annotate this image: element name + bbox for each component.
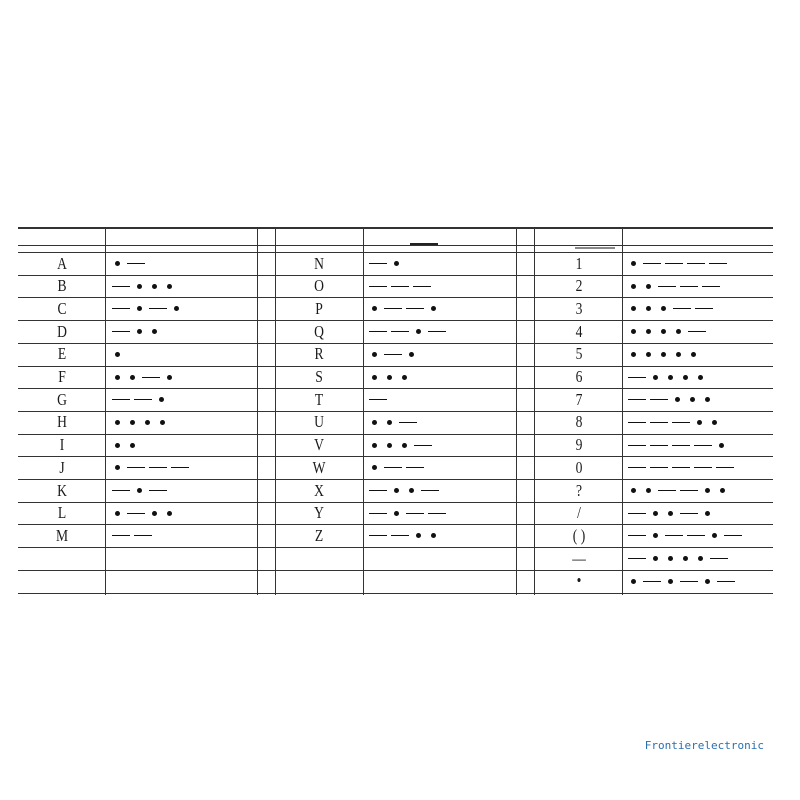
dash-symbol — [369, 490, 387, 491]
dot-symbol — [130, 443, 135, 448]
dot-symbol — [646, 284, 651, 289]
character-label: N — [314, 253, 324, 273]
dot-symbol — [409, 488, 414, 493]
dash-symbol — [112, 399, 130, 400]
dash-symbol — [688, 331, 706, 332]
dash-symbol — [384, 467, 402, 468]
morse-sequence — [626, 298, 771, 320]
dash-symbol — [112, 535, 130, 536]
character-label: 5 — [575, 344, 583, 364]
dot-symbol — [631, 488, 636, 493]
dash-symbol — [149, 490, 167, 491]
dot-symbol — [115, 443, 120, 448]
dot-symbol — [115, 352, 120, 357]
dash-symbol — [716, 467, 734, 468]
dash-symbol — [391, 535, 409, 536]
dot-symbol — [631, 579, 636, 584]
morse-sequence — [367, 366, 515, 388]
dash-symbol — [369, 399, 387, 400]
dash-symbol — [628, 422, 646, 423]
dot-symbol — [409, 352, 414, 357]
dot-symbol — [653, 556, 658, 561]
dot-symbol — [416, 533, 421, 538]
dot-symbol — [115, 511, 120, 516]
dot-symbol — [431, 533, 436, 538]
dot-symbol — [431, 306, 436, 311]
morse-sequence — [110, 434, 255, 456]
dash-symbol — [369, 286, 387, 287]
dot-symbol — [631, 329, 636, 334]
dash-symbol — [724, 535, 742, 536]
dot-symbol — [137, 329, 142, 334]
dot-symbol — [691, 352, 696, 357]
dot-symbol — [646, 306, 651, 311]
morse-sequence — [367, 321, 515, 343]
morse-sequence — [110, 343, 255, 365]
character-label: 4 — [575, 321, 583, 341]
dot-symbol — [372, 375, 377, 380]
dot-symbol — [115, 420, 120, 425]
morse-sequence — [626, 525, 771, 547]
character-label: A — [57, 253, 67, 273]
dash-symbol — [650, 445, 668, 446]
dot-symbol — [712, 533, 717, 538]
character-label: S — [315, 367, 323, 386]
column-rule — [363, 227, 364, 595]
morse-sequence — [110, 321, 255, 343]
dash-symbol — [628, 558, 646, 559]
dash-symbol — [694, 445, 712, 446]
dot-symbol — [705, 511, 710, 516]
character-label: B — [57, 276, 67, 296]
morse-sequence — [110, 457, 255, 479]
character-label: Z — [314, 525, 324, 545]
column-rule — [622, 227, 623, 595]
dot-symbol — [668, 556, 673, 561]
dot-symbol — [402, 443, 407, 448]
dash-symbol — [628, 467, 646, 468]
morse-sequence — [110, 253, 255, 275]
header-rule — [18, 245, 773, 246]
dot-symbol — [115, 261, 120, 266]
column-rule — [534, 227, 535, 595]
dot-symbol — [668, 511, 673, 516]
dash-symbol — [421, 490, 439, 491]
dot-symbol — [387, 420, 392, 425]
dot-symbol — [683, 375, 688, 380]
character-label: ? — [575, 480, 583, 500]
dash-symbol — [628, 535, 646, 536]
morse-sequence — [626, 253, 771, 275]
morse-sequence — [367, 457, 515, 479]
dot-symbol — [152, 511, 157, 516]
character-label: J — [59, 457, 65, 477]
dash-symbol — [127, 513, 145, 514]
dot-symbol — [416, 329, 421, 334]
dot-symbol — [372, 443, 377, 448]
dash-symbol — [717, 581, 735, 582]
watermark: Frontierelectronic — [644, 739, 764, 752]
dot-symbol — [646, 329, 651, 334]
dash-symbol — [391, 286, 409, 287]
morse-sequence — [110, 480, 255, 502]
dot-symbol — [130, 420, 135, 425]
dash-symbol — [680, 490, 698, 491]
dot-symbol — [174, 306, 179, 311]
morse-sequence — [626, 502, 771, 524]
character-label: K — [57, 480, 67, 500]
character-label: • — [576, 571, 582, 591]
dot-symbol — [661, 306, 666, 311]
dot-symbol — [676, 352, 681, 357]
morse-sequence — [626, 548, 771, 570]
character-label: U — [314, 412, 324, 432]
character-label: Q — [314, 321, 324, 341]
dot-symbol — [668, 579, 673, 584]
dot-symbol — [167, 284, 172, 289]
dash-symbol — [391, 331, 409, 332]
character-label: O — [314, 276, 324, 296]
character-label: D — [57, 321, 67, 341]
dash-symbol — [672, 445, 690, 446]
morse-sequence — [367, 343, 515, 365]
dot-symbol — [394, 511, 399, 516]
dot-symbol — [137, 284, 142, 289]
dot-symbol — [137, 306, 142, 311]
dash-symbol — [369, 331, 387, 332]
dash-symbol — [127, 263, 145, 264]
morse-sequence — [367, 298, 515, 320]
morse-sequence — [626, 457, 771, 479]
morse-sequence — [626, 480, 771, 502]
dot-symbol — [372, 306, 377, 311]
dot-symbol — [653, 533, 658, 538]
dot-symbol — [372, 465, 377, 470]
character-label: 2 — [575, 276, 583, 296]
dash-symbol — [658, 286, 676, 287]
dot-symbol — [661, 329, 666, 334]
dash-symbol — [628, 399, 646, 400]
morse-sequence — [626, 275, 771, 297]
dash-symbol — [134, 399, 152, 400]
morse-sequence — [110, 548, 255, 570]
dash-symbol — [680, 581, 698, 582]
character-label: E — [57, 344, 67, 364]
dot-symbol — [159, 397, 164, 402]
dash-symbol — [710, 558, 728, 559]
morse-sequence — [110, 411, 255, 433]
dot-symbol — [719, 443, 724, 448]
column-rule — [516, 227, 517, 595]
dash-symbol — [643, 263, 661, 264]
character-label: H — [57, 412, 67, 432]
dash-symbol — [673, 308, 691, 309]
dash-symbol — [694, 467, 712, 468]
dot-symbol — [115, 375, 120, 380]
dash-symbol — [643, 581, 661, 582]
dash-symbol — [406, 308, 424, 309]
character-label: Y — [314, 503, 324, 523]
character-label: I — [59, 435, 65, 455]
morse-sequence — [367, 253, 515, 275]
character-label: F — [58, 367, 66, 386]
morse-sequence — [626, 366, 771, 388]
character-label: M — [55, 525, 69, 545]
dash-symbol — [650, 422, 668, 423]
dash-symbol — [112, 308, 130, 309]
dash-symbol — [149, 308, 167, 309]
dash-symbol — [428, 331, 446, 332]
character-label: P — [315, 298, 323, 318]
dot-symbol — [145, 420, 150, 425]
dash-symbol — [687, 535, 705, 536]
dot-symbol — [167, 375, 172, 380]
dash-symbol — [369, 513, 387, 514]
dot-symbol — [394, 488, 399, 493]
dot-symbol — [115, 465, 120, 470]
dot-symbol — [387, 443, 392, 448]
dot-symbol — [646, 488, 651, 493]
row-rule — [18, 593, 773, 594]
dot-symbol — [705, 488, 710, 493]
character-label: X — [314, 480, 324, 500]
dash-symbol — [369, 263, 387, 264]
dot-symbol — [720, 488, 725, 493]
character-label: 6 — [575, 367, 583, 386]
character-label: C — [57, 298, 67, 318]
dash-symbol — [628, 513, 646, 514]
dash-symbol — [142, 377, 160, 378]
dot-symbol — [698, 556, 703, 561]
morse-sequence — [367, 275, 515, 297]
dash-symbol — [680, 513, 698, 514]
character-label: W — [312, 457, 326, 477]
dot-symbol — [152, 284, 157, 289]
character-label — [30, 548, 94, 570]
morse-sequence — [110, 366, 255, 388]
morse-sequence — [367, 525, 515, 547]
dash-symbol — [414, 445, 432, 446]
character-label: V — [314, 435, 324, 455]
dot-symbol — [631, 306, 636, 311]
morse-sequence — [367, 502, 515, 524]
dash-symbol — [665, 263, 683, 264]
dash-symbol — [658, 490, 676, 491]
dot-symbol — [394, 261, 399, 266]
dash-symbol — [665, 535, 683, 536]
table-top-rule — [18, 227, 773, 229]
dot-symbol — [631, 352, 636, 357]
dot-symbol — [661, 352, 666, 357]
character-label: 7 — [575, 389, 583, 409]
character-label: ( ) — [572, 525, 586, 545]
dash-symbol — [628, 377, 646, 378]
dot-symbol — [152, 329, 157, 334]
morse-sequence — [110, 525, 255, 547]
column-rule — [275, 227, 276, 595]
dash-symbol — [680, 286, 698, 287]
dash-symbol — [384, 354, 402, 355]
character-label: / — [577, 503, 581, 523]
dash-symbol — [650, 467, 668, 468]
dash-symbol — [127, 467, 145, 468]
character-label: — — [572, 548, 586, 568]
dash-symbol — [149, 467, 167, 468]
dash-symbol — [695, 308, 713, 309]
morse-sequence — [110, 389, 255, 411]
dash-symbol — [369, 535, 387, 536]
character-label: T — [314, 389, 324, 409]
dash-symbol — [709, 263, 727, 264]
morse-sequence — [626, 343, 771, 365]
dash-symbol — [112, 490, 130, 491]
dot-symbol — [167, 511, 172, 516]
morse-sequence — [367, 434, 515, 456]
morse-sequence — [626, 321, 771, 343]
dash-symbol — [687, 263, 705, 264]
dot-symbol — [402, 375, 407, 380]
dash-symbol — [672, 467, 690, 468]
dash-symbol — [384, 308, 402, 309]
dot-symbol — [646, 352, 651, 357]
character-label: L — [57, 503, 67, 523]
dash-symbol — [672, 422, 690, 423]
dash-symbol — [399, 422, 417, 423]
dot-symbol — [653, 375, 658, 380]
dot-symbol — [668, 375, 673, 380]
morse-sequence — [110, 275, 255, 297]
dot-symbol — [712, 420, 717, 425]
dash-symbol — [702, 286, 720, 287]
dash-symbol — [628, 445, 646, 446]
character-label — [286, 548, 352, 570]
column-rule — [105, 227, 106, 595]
dash-symbol — [650, 399, 668, 400]
character-label: 9 — [575, 435, 583, 455]
dot-symbol — [698, 375, 703, 380]
dash-symbol — [413, 286, 431, 287]
dot-symbol — [653, 511, 658, 516]
character-label: R — [314, 344, 324, 364]
dot-symbol — [137, 488, 142, 493]
dot-symbol — [372, 420, 377, 425]
dot-symbol — [130, 375, 135, 380]
header-smudge — [410, 243, 438, 245]
morse-sequence — [626, 570, 771, 592]
morse-sequence — [110, 298, 255, 320]
dot-symbol — [705, 397, 710, 402]
dash-symbol — [112, 331, 130, 332]
morse-sequence — [367, 480, 515, 502]
character-label: 0 — [575, 457, 583, 477]
dot-symbol — [675, 397, 680, 402]
dash-symbol — [428, 513, 446, 514]
dot-symbol — [676, 329, 681, 334]
dash-symbol — [406, 467, 424, 468]
character-label: 1 — [575, 253, 583, 273]
morse-sequence — [626, 389, 771, 411]
morse-sequence — [367, 548, 515, 570]
character-label: 8 — [575, 412, 583, 432]
dot-symbol — [683, 556, 688, 561]
dot-symbol — [160, 420, 165, 425]
dot-symbol — [631, 284, 636, 289]
dot-symbol — [631, 261, 636, 266]
morse-sequence — [626, 411, 771, 433]
morse-sequence — [110, 502, 255, 524]
column-rule — [257, 227, 258, 595]
header-smudge — [575, 247, 615, 249]
dash-symbol — [112, 286, 130, 287]
morse-sequence — [367, 411, 515, 433]
dot-symbol — [705, 579, 710, 584]
dot-symbol — [697, 420, 702, 425]
dash-symbol — [171, 467, 189, 468]
dot-symbol — [372, 352, 377, 357]
character-label: 3 — [575, 298, 583, 318]
dash-symbol — [406, 513, 424, 514]
morse-sequence — [626, 434, 771, 456]
morse-sequence — [367, 389, 515, 411]
dash-symbol — [134, 535, 152, 536]
dot-symbol — [690, 397, 695, 402]
dot-symbol — [387, 375, 392, 380]
character-label: G — [57, 389, 67, 409]
